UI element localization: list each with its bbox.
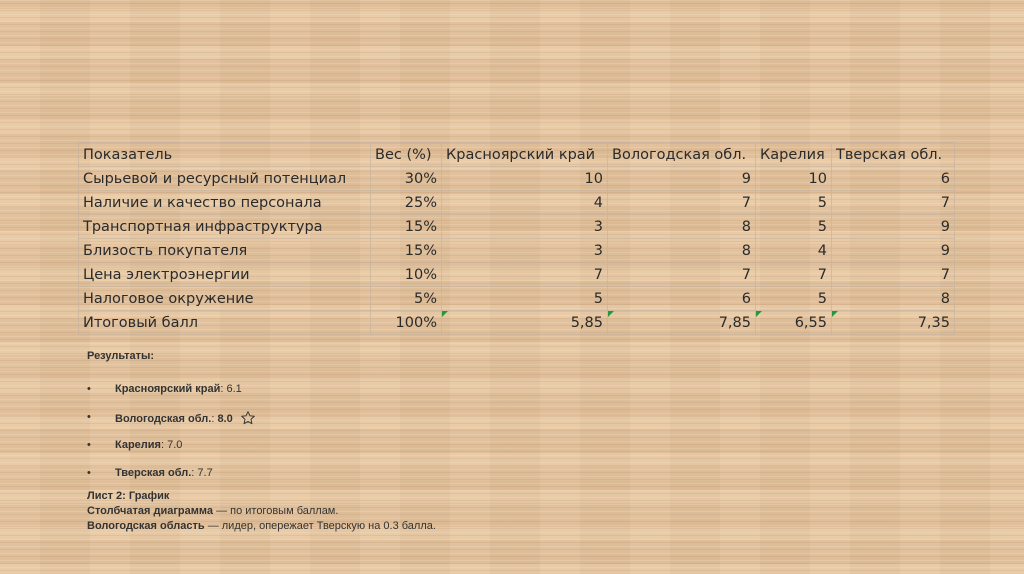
score-cell: 3: [442, 215, 608, 239]
total-label-cell: Итоговый балл: [79, 311, 371, 335]
score-cell: 5: [442, 287, 608, 311]
score-cell: 7: [832, 263, 955, 287]
sheet-line-2-text: — лидер, опережает Тверскую на 0.3 балла.: [204, 520, 436, 532]
score-cell: 9: [832, 215, 955, 239]
score-cell: 6: [608, 287, 756, 311]
header-cell-indicator: Показатель: [79, 143, 371, 167]
result-region-label: Тверская обл.: [115, 467, 192, 479]
table-row: [79, 191, 955, 215]
indicator-cell: Налоговое окружение: [79, 287, 371, 311]
sheet-line-1: [87, 504, 436, 519]
table-total-row: [79, 311, 955, 335]
total-score-cell: 5,85: [442, 311, 608, 335]
indicator-cell: Близость покупателя: [79, 239, 371, 263]
weight-cell: 25%: [371, 191, 442, 215]
result-region-label: Красноярский край: [115, 383, 221, 395]
header-cell-karelia: Карелия: [756, 143, 832, 167]
sheet-title: Лист 2: График: [87, 490, 170, 502]
score-cell: 7: [608, 263, 756, 287]
sheet-line-1-text: — по итоговым баллам.: [213, 505, 339, 517]
indicator-cell: Наличие и качество персонала: [79, 191, 371, 215]
score-cell: 5: [756, 215, 832, 239]
header-cell-weight: Вес (%): [371, 143, 442, 167]
result-score: 6.1: [226, 383, 242, 395]
sheet-line-1-bold: Столбчатая диаграмма: [87, 505, 214, 517]
list-item: • Вологодская обл.: 8.0: [87, 396, 687, 424]
bullet-icon: •: [87, 383, 91, 395]
header-cell-tver: Тверская обл.: [832, 143, 955, 167]
results-title: Результаты:: [87, 350, 155, 362]
score-cell: 8: [832, 287, 955, 311]
table-row: [79, 239, 955, 263]
scoring-table: [78, 142, 955, 335]
results-section: [87, 350, 687, 480]
table-row: [79, 167, 955, 191]
header-cell-vologda: Вологодская обл.: [608, 143, 756, 167]
indicator-cell: Транспортная инфраструктура: [79, 215, 371, 239]
result-score: 7.7: [197, 467, 213, 479]
table-row: [79, 263, 955, 287]
total-score-cell: 7,85: [608, 311, 756, 335]
score-cell: 4: [442, 191, 608, 215]
indicator-cell: Сырьевой и ресурсный потенциал: [79, 167, 371, 191]
score-cell: 9: [608, 167, 756, 191]
list-item: • Красноярский край: 6.1: [87, 383, 242, 395]
score-cell: 7: [756, 263, 832, 287]
result-score: 7.0: [167, 439, 183, 451]
header-cell-krasnoyarsk: Красноярский край: [442, 143, 608, 167]
list-item: • Тверская обл.: 7.7: [87, 467, 213, 479]
total-score-cell: 7,35: [832, 311, 955, 335]
score-cell: 8: [608, 215, 756, 239]
score-cell: 8: [608, 239, 756, 263]
sheet-section: [87, 489, 436, 534]
table-row: [79, 215, 955, 239]
total-weight-cell: 100%: [371, 311, 442, 335]
weight-cell: 30%: [371, 167, 442, 191]
score-cell: 7: [832, 191, 955, 215]
sheet-line-2: [87, 519, 436, 534]
result-region-label: Вологодская обл.: [115, 413, 212, 425]
score-cell: 7: [442, 263, 608, 287]
score-cell: 7: [608, 191, 756, 215]
score-cell: 10: [756, 167, 832, 191]
total-score-cell: 6,55: [756, 311, 832, 335]
score-cell: 5: [756, 287, 832, 311]
score-cell: 4: [756, 239, 832, 263]
sheet-line-2-bold: Вологодская область: [87, 520, 205, 532]
weight-cell: 15%: [371, 239, 442, 263]
bullet-icon: •: [87, 411, 91, 423]
list-item: • Карелия: 7.0: [87, 439, 183, 451]
results-list: [87, 368, 687, 480]
score-cell: 3: [442, 239, 608, 263]
weight-cell: 5%: [371, 287, 442, 311]
indicator-cell: Цена электроэнергии: [79, 263, 371, 287]
table-header-row: [79, 143, 955, 167]
weight-cell: 10%: [371, 263, 442, 287]
bullet-icon: •: [87, 467, 91, 479]
score-cell: 5: [756, 191, 832, 215]
bullet-icon: •: [87, 439, 91, 451]
weight-cell: 15%: [371, 215, 442, 239]
table-row: [79, 287, 955, 311]
result-score: 8.0: [217, 413, 233, 425]
score-cell: 6: [832, 167, 955, 191]
result-region-label: Карелия: [115, 439, 161, 451]
score-cell: 10: [442, 167, 608, 191]
score-cell: 9: [832, 239, 955, 263]
